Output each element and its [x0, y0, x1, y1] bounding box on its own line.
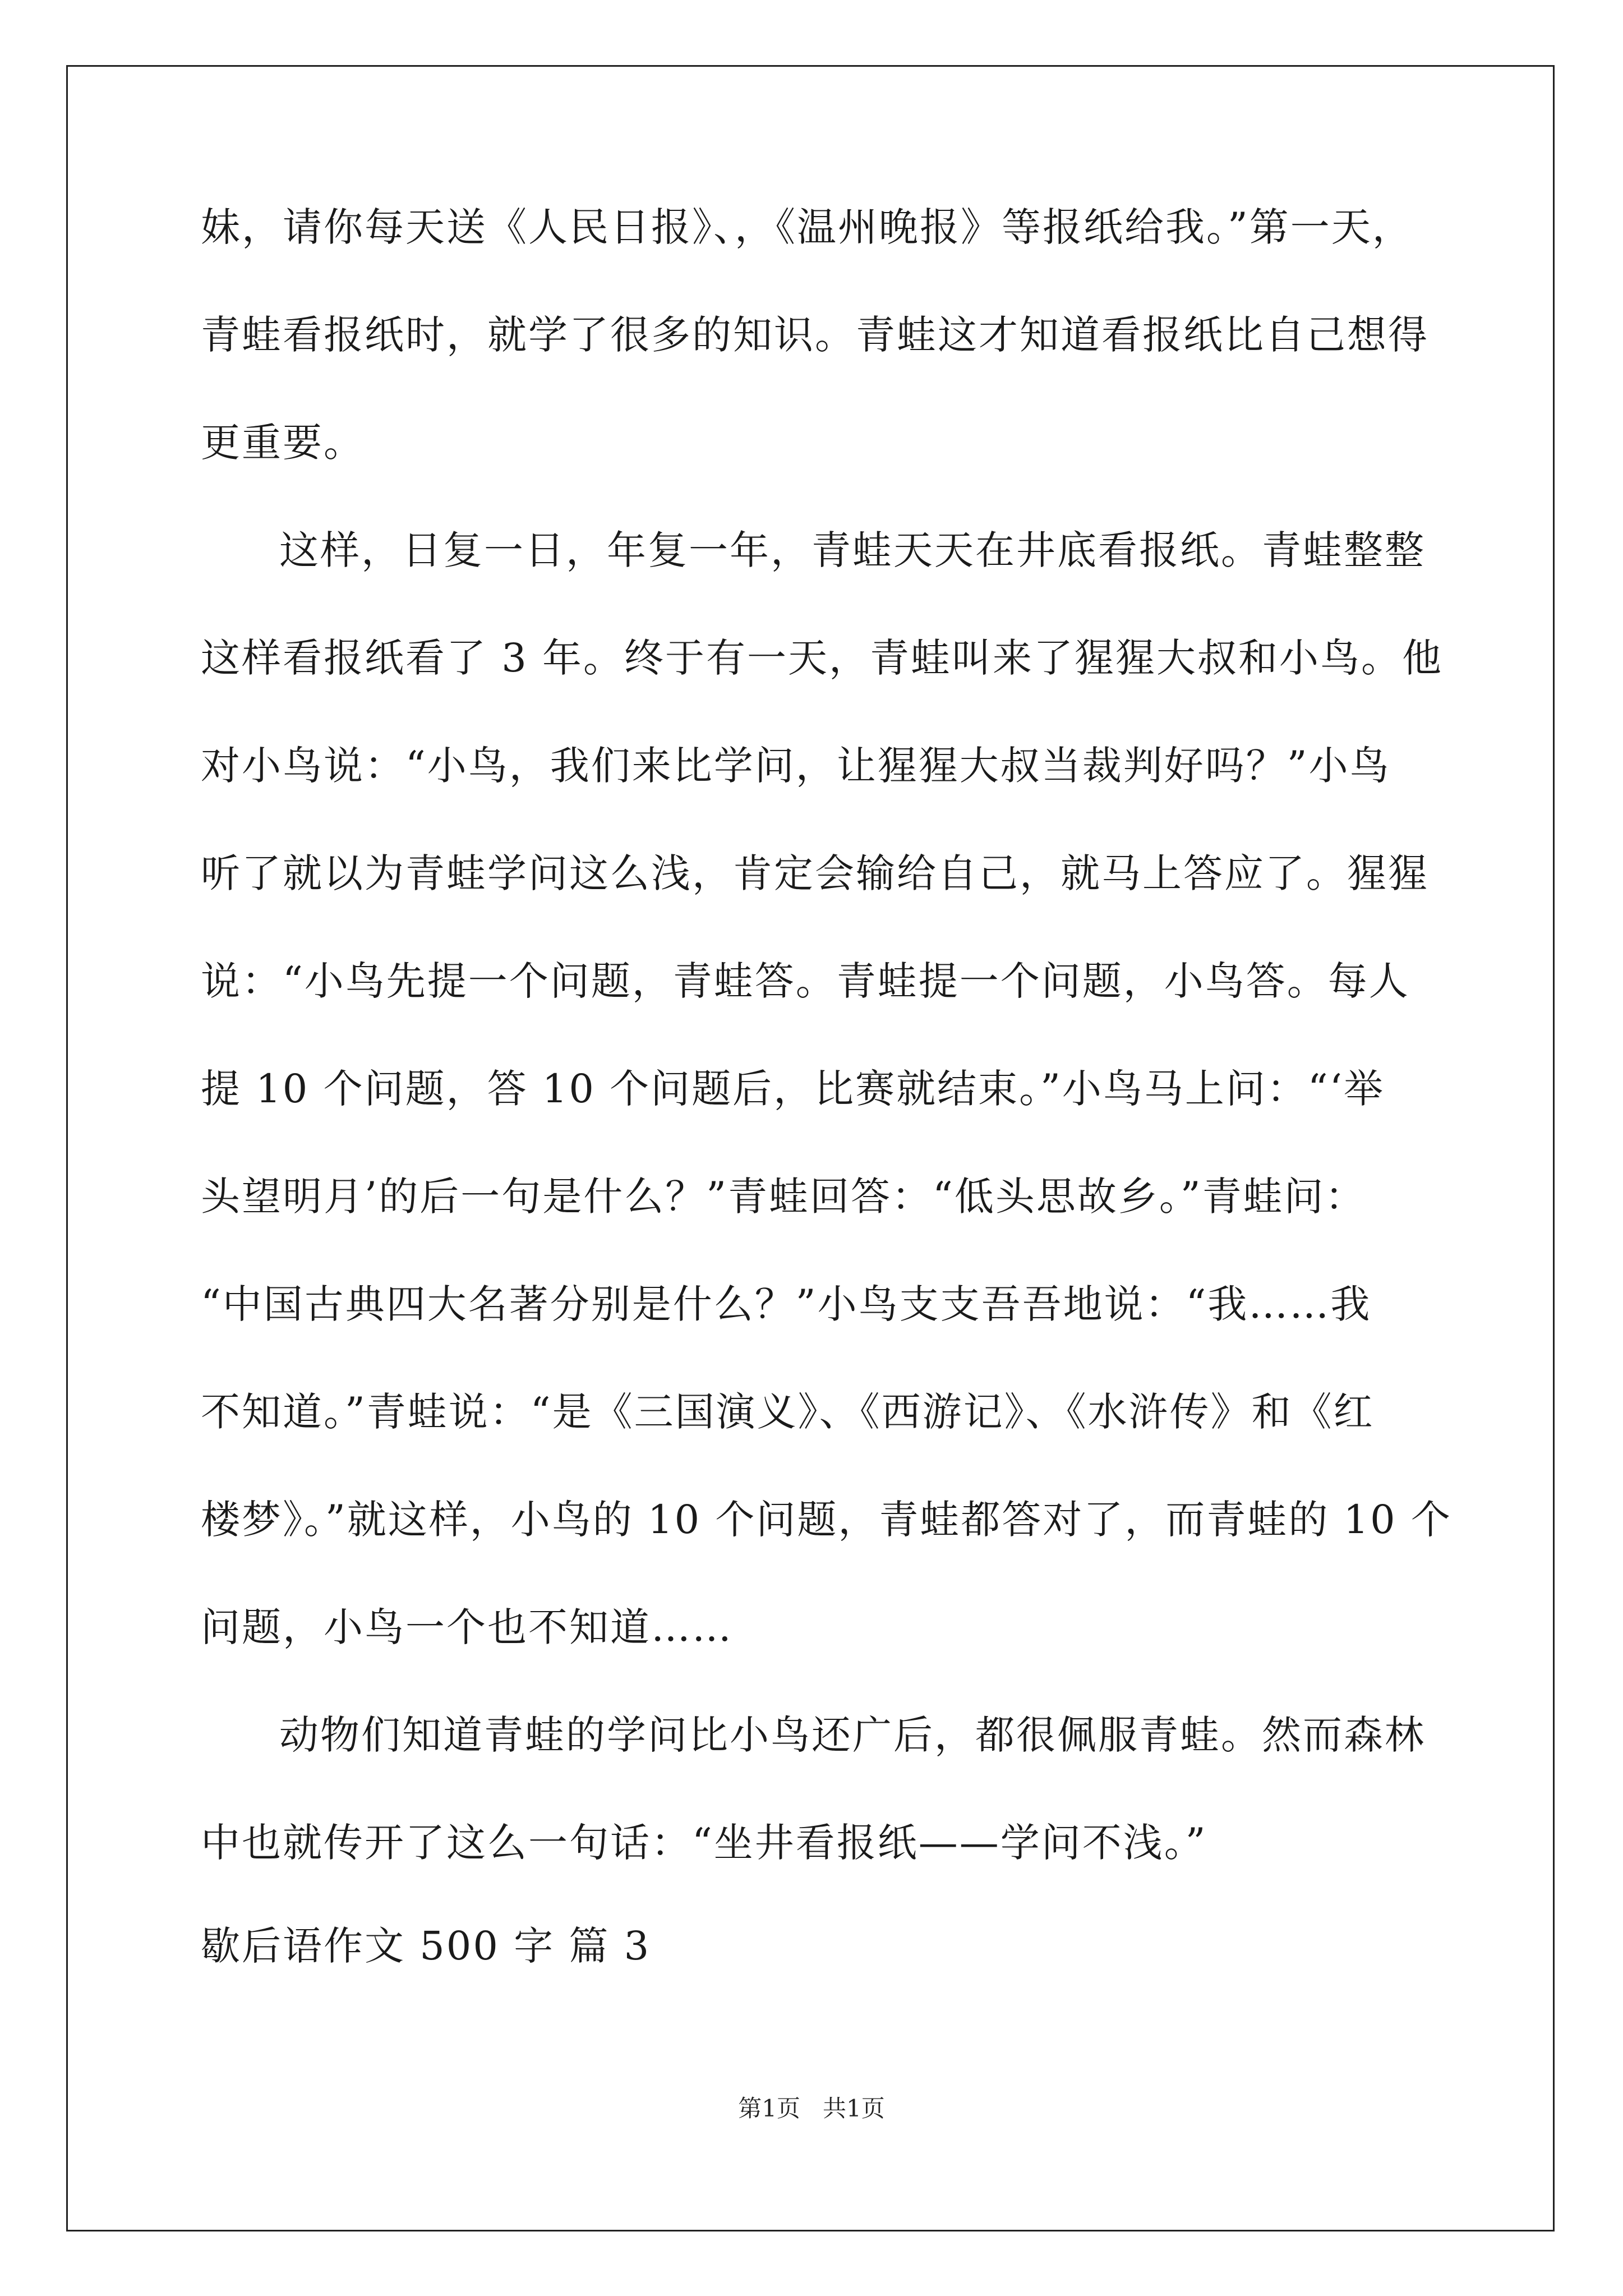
page-number-footer: 第1页 共1页 [738, 2095, 885, 2122]
paragraph-start-line-4: 这样，日复一日，年复一年，青蛙天天在井底看报纸。青蛙整整 [279, 527, 1426, 573]
text-line-2: 青蛙看报纸时，就学了很多的知识。青蛙这才知道看报纸比自己想得 [201, 312, 1429, 358]
page-border [66, 65, 1555, 2231]
text-line-13: 楼梦》。”就这样，小鸟的 10 个问题，青蛙都答对了，而青蛙的 10 个 [201, 1497, 1452, 1543]
text-line-8: 说：“小鸟先提一个问题，青蛙答。青蛙提一个问题，小鸟答。每人 [201, 958, 1410, 1004]
text-line-14: 问题，小鸟一个也不知道…… [201, 1604, 733, 1650]
text-line-1: 妹，请你每天送《人民日报》、，《温州晚报》等报纸给我。”第一天， [201, 204, 1413, 250]
section-heading: 歇后语作文 500 字 篇 3 [201, 1923, 651, 1969]
text-line-12: 不知道。”青蛙说：“是《三国演义》、《西游记》、《水浒传》和《红 [201, 1389, 1375, 1435]
text-line-3: 更重要。 [201, 420, 365, 466]
text-line-7: 听了就以为青蛙学问这么浅，肯定会输给自己，就马上答应了。猩猩 [201, 850, 1429, 896]
text-line-10: 头望明月’的后一句是什么？”青蛙回答：“低头思故乡。”青蛙问： [201, 1174, 1366, 1220]
paragraph-start-line-15: 动物们知道青蛙的学问比小鸟还广后，都很佩服青蛙。然而森林 [279, 1712, 1426, 1758]
text-line-6: 对小鸟说：“小鸟，我们来比学问，让猩猩大叔当裁判好吗？”小鸟 [201, 743, 1391, 789]
text-line-16: 中也就传开了这么一句话：“坐井看报纸——学问不浅。” [201, 1820, 1207, 1866]
text-line-11: “中国古典四大名著分别是什么？”小鸟支支吾吾地说：“我……我 [201, 1281, 1372, 1327]
text-line-9: 提 10 个问题，答 10 个问题后，比赛就结束。”小鸟马上问：“‘举 [201, 1066, 1385, 1112]
text-line-5: 这样看报纸看了 3 年。终于有一天，青蛙叫来了猩猩大叔和小鸟。他 [201, 635, 1444, 681]
